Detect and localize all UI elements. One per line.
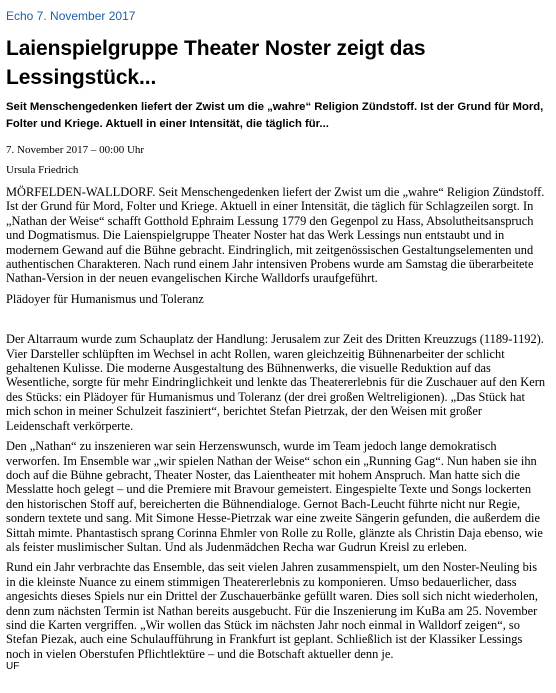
paragraph-3: Den „Nathan“ zu inszenieren war sein Herzenswunsch, wurde im Team jedoch lange demokratisch verworfen. Im Ensemble war „wir spielen Nathan der Weise“ schon ein „Running Gag“. Nun haben sie ihn doch auf die Bühne gebracht, Theater Noster, das Laientheater mit hohem Anspruch. Man hatte sich die Messlatte hoch gelegt – und die Premiere mit Bravour gemeistert. Eingespielte Texte und Songs lockerten den historischen Stoff auf, bereicherten die Bühnendialoge. Gernot Bach-Leucht führte nicht nur Regie, sondern textete und sang. Mit Simone Hesse-Pietrzak war eine zweite Sängerin gefunden, die außerdem die Sittah mimte. Phantastisch sprang Corinna Ehmler von Rolle zu Rolle, glänzte als Christin Daja ebenso, wie als feister muslimischer Sultan. Und als Judenmädchen Recha war Gudrun Kreisl zu erleben. [6,439,543,554]
source-line: Echo 7. November 2017 [6,9,136,23]
article-author: Ursula Friedrich [6,164,79,176]
article [6,8,548,673]
article-title: Laienspielgruppe Theater Noster zeigt das Lessingstück... [6,37,426,89]
paragraph-4: Rund ein Jahr verbrachte das Ensemble, das seit vielen Jahren zusammenspielt, um den Noster-Neuling bis in die kleinste Nuance zu einem stimmigen Theatererlebnis zu komponieren. Umso bedauerlicher, dass angesichts dieses Spiels nur ein Drittel der Zuschauerbänke gefüllt waren. Dies soll sich nicht wiederholen, denn zum nächsten Termin ist Nathan bereits ausgebucht. Für die Inszenierung im KuBa am 25. November sind die Karten vergriffen. „Wir wollen das Stück im nächsten Jahr noch einmal in Walldorf zeigen“, so Stefan Piezak, auch eine Schulaufführung in Frankfurt ist geplant. Schließlich ist der Klassiker Lessings noch in vielen Oberstufen Pflichtlektüre – und die Botschaft aktueller denn je. [6,560,538,661]
paragraph-1: MÖRFELDEN-WALLDORF. Seit Menschengedenken liefert der Zwist um die „wahre“ Religion Zündstoff. Ist der Grund für Mord, Folter und Kriege. Aktuell in einer Intensität, die täglich für Schlagzeilen sorgt. In „Nathan der Weise“ schafft Gotthold Ephraim Lessung 1779 den Gegenpol zu Hass, Absolutheitsanspruch und Dogmatismus. Die Laienspielgruppe Theater Noster hat das Werk Lessings nun entstaubt und in modernem Gewand auf die Bühne gebracht. Eindringlich, mit zeitgenössischen Gestaltungselementen und authentischen Charakteren. Nach rund einem Jahr intensiven Probens wurde am Samstag die überarbeitete Nathan-Version in der neuen evangelischen Kirche Walldorfs uraufgeführt. [6,185,545,286]
author-signature: UF [6,661,20,673]
article-date: 7. November 2017 – 00:00 Uhr [6,144,145,156]
article-lead: Seit Menschengedenken liefert der Zwist um die „wahre“ Religion Zündstoff. Ist der Grund für Mord, Folter und Kriege. Aktuell in einer Intensität, die täglich für... [6,101,544,130]
paragraph-2: Der Altarraum wurde zum Schauplatz der Handlung: Jerusalem zur Zeit des Dritten Kreuzzugs (1189-1192). Vier Darsteller schlüpften im Wechsel in acht Rollen, waren gleichzeitig Bühnenarbeiter der schlicht gehaltenen Kulisse. Die moderne Ausgestaltung des Bühnenwerks, die visuelle Reduktion auf das Wesentliche, sorgte für mehr Eindringlichkeit und lenkte das Theatererlebnis für die Zuschauer auf den Kern des Stücks: ein Plädoyer für Humanismus und Toleranz (der drei großen Weltreligionen). „Das Stück hat mich schon in meiner Schulzeit fasziniert“, berichtet Stefan Pietrzak, der den Weisen mit großer Leidenschaft verkörperte. [6,332,546,433]
article-subheading: Plädoyer für Humanismus und Toleranz [6,291,204,306]
